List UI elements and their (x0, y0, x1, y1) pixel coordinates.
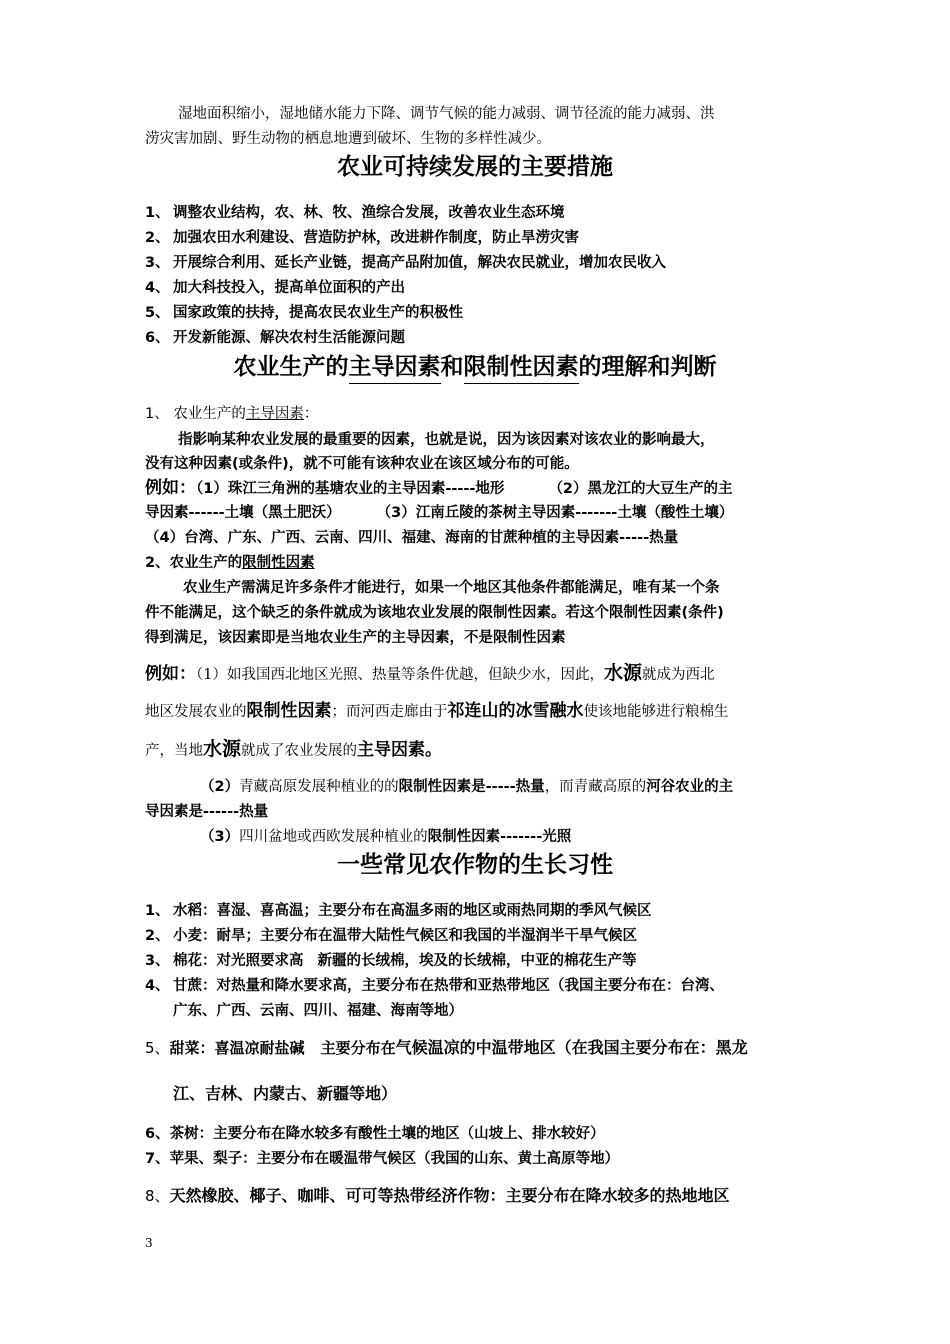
crop-item-rubber: 8、天然橡胶、椰子、咖啡、可可等热带经济作物：主要分布在降水较多的热地地区 (145, 1186, 730, 1205)
measure-item: 6、 开发新能源、解决农村生活能源问题 (145, 330, 405, 346)
measure-item: 5、 国家政策的扶持，提高农民农业生产的积极性 (145, 305, 463, 321)
crop-item-beet: 5、甜菜：喜温凉耐盐碱 主要分布在气候温凉的中温带地区（在我国主要分布在：黑龙 (145, 1038, 748, 1057)
measure-item: 1、 调整农业结构，农、林、牧、渔综合发展，改善农业生态环境 (145, 205, 565, 221)
crop-item: 1、 水稻：喜湿、喜高温；主要分布在高温多雨的地区或雨热同期的季风气候区 (145, 903, 652, 919)
limiting-def-1: 农业生产需满足许多条件才能进行，如果一个地区其他条件都能满足，唯有某一个条 (183, 580, 720, 596)
leading-factor-title: 1、 农业生产的主导因素： (145, 406, 319, 422)
example-line-2: 导因素------土壤（黑土肥沃） （3）江南丘陵的茶树主导因素-------土壤（酸性土壤） (145, 505, 734, 521)
example-line-1: 例如：（1）珠江三角洲的基塘农业的主导因素-----地形 （2）黑龙江的大豆生产的主 (145, 478, 733, 498)
crop-item: 3、 棉花：对光照要求高 新疆的长绒棉，埃及的长绒棉，中亚的棉花生产等 (145, 953, 637, 969)
example-tibet-2: 导因素是------热量 (145, 804, 269, 820)
heading-sustainable-measures: 农业可持续发展的主要措施 (337, 153, 613, 180)
example-northwest-1: 例如：（1）如我国西北地区光照、热量等条件优越，但缺少水，因此，水源就成为西北 (145, 662, 715, 684)
measure-item: 3、 开展综合利用、延长产业链，提高产品附加值，解决农民就业，增加农民收入 (145, 255, 666, 271)
wetland-line-2: 涝灾害加剧、野生动物的栖息地遭到破坏、生物的多样性减少。 (145, 131, 551, 147)
example-sichuan: （3）四川盆地或西欧发展种植业的限制性因素-------光照 (200, 829, 572, 845)
example-tibet-1: （2）青藏高原发展种植业的的限制性因素是-----热量，而青藏高原的河谷农业的主 (200, 779, 734, 795)
limiting-def-3: 得到满足，该因素即是当地农业生产的主导因素，不是限制性因素 (145, 630, 566, 646)
leading-factor-def-1: 指影响某种农业发展的最重要的因素，也就是说，因为该因素对该农业的影响最大， (178, 432, 715, 448)
wetland-line-1: 湿地面积缩小，湿地储水能力下降、调节气候的能力减弱、调节径流的能力减弱、洪 (178, 106, 715, 122)
crop-item-apple: 7、苹果、梨子：主要分布在暖温带气候区（我国的山东、黄土高原等地） (145, 1151, 620, 1167)
leading-factor-def-2: 没有这种因素(或条件)，就不可能有该种农业在该区域分布的可能。 (145, 456, 579, 472)
heading-factors: 农业生产的主导因素和限制性因素的理解和判断 (0, 352, 950, 384)
crop-item-tea: 6、茶树：主要分布在降水较多有酸性土壤的地区（山坡上、排水较好） (145, 1126, 605, 1142)
crop-item: 4、 甘蔗：对热量和降水要求高，主要分布在热带和亚热带地区（我国主要分布在：台湾、 (145, 978, 724, 994)
page-number: 3 (145, 1236, 153, 1250)
limiting-factor-title: 2、农业生产的限制性因素 (145, 555, 315, 571)
example-northwest-3: 产，当地水源就成了农业发展的主导因素。 (145, 738, 443, 760)
example-northwest-2: 地区发展农业的限制性因素；而河西走廊由于祁连山的冰雪融水使该地能够进行粮棉生 (145, 701, 729, 721)
crop-item-beet-continued: 江、吉林、内蒙古、新疆等地） (173, 1084, 398, 1103)
example-line-3: （4）台湾、广东、广西、云南、四川、福建、海南的甘蔗种植的主导因素-----热量 (145, 530, 679, 546)
limiting-def-2: 件不能满足，这个缺乏的条件就成为该地农业发展的限制性因素。若这个限制性因素(条件) (145, 605, 724, 621)
crop-item: 2、 小麦：耐旱；主要分布在温带大陆性气候区和我国的半湿润半干旱气候区 (145, 928, 637, 944)
measure-item: 2、 加强农田水利建设、营造防护林，改进耕作制度，防止旱涝灾害 (145, 230, 579, 246)
measure-item: 4、 加大科技投入，提高单位面积的产出 (145, 280, 405, 296)
heading-crop-habits: 一些常见农作物的生长习性 (337, 851, 613, 878)
crop-item-continued: 广东、广西、云南、四川、福建、海南等地） (173, 1003, 463, 1019)
